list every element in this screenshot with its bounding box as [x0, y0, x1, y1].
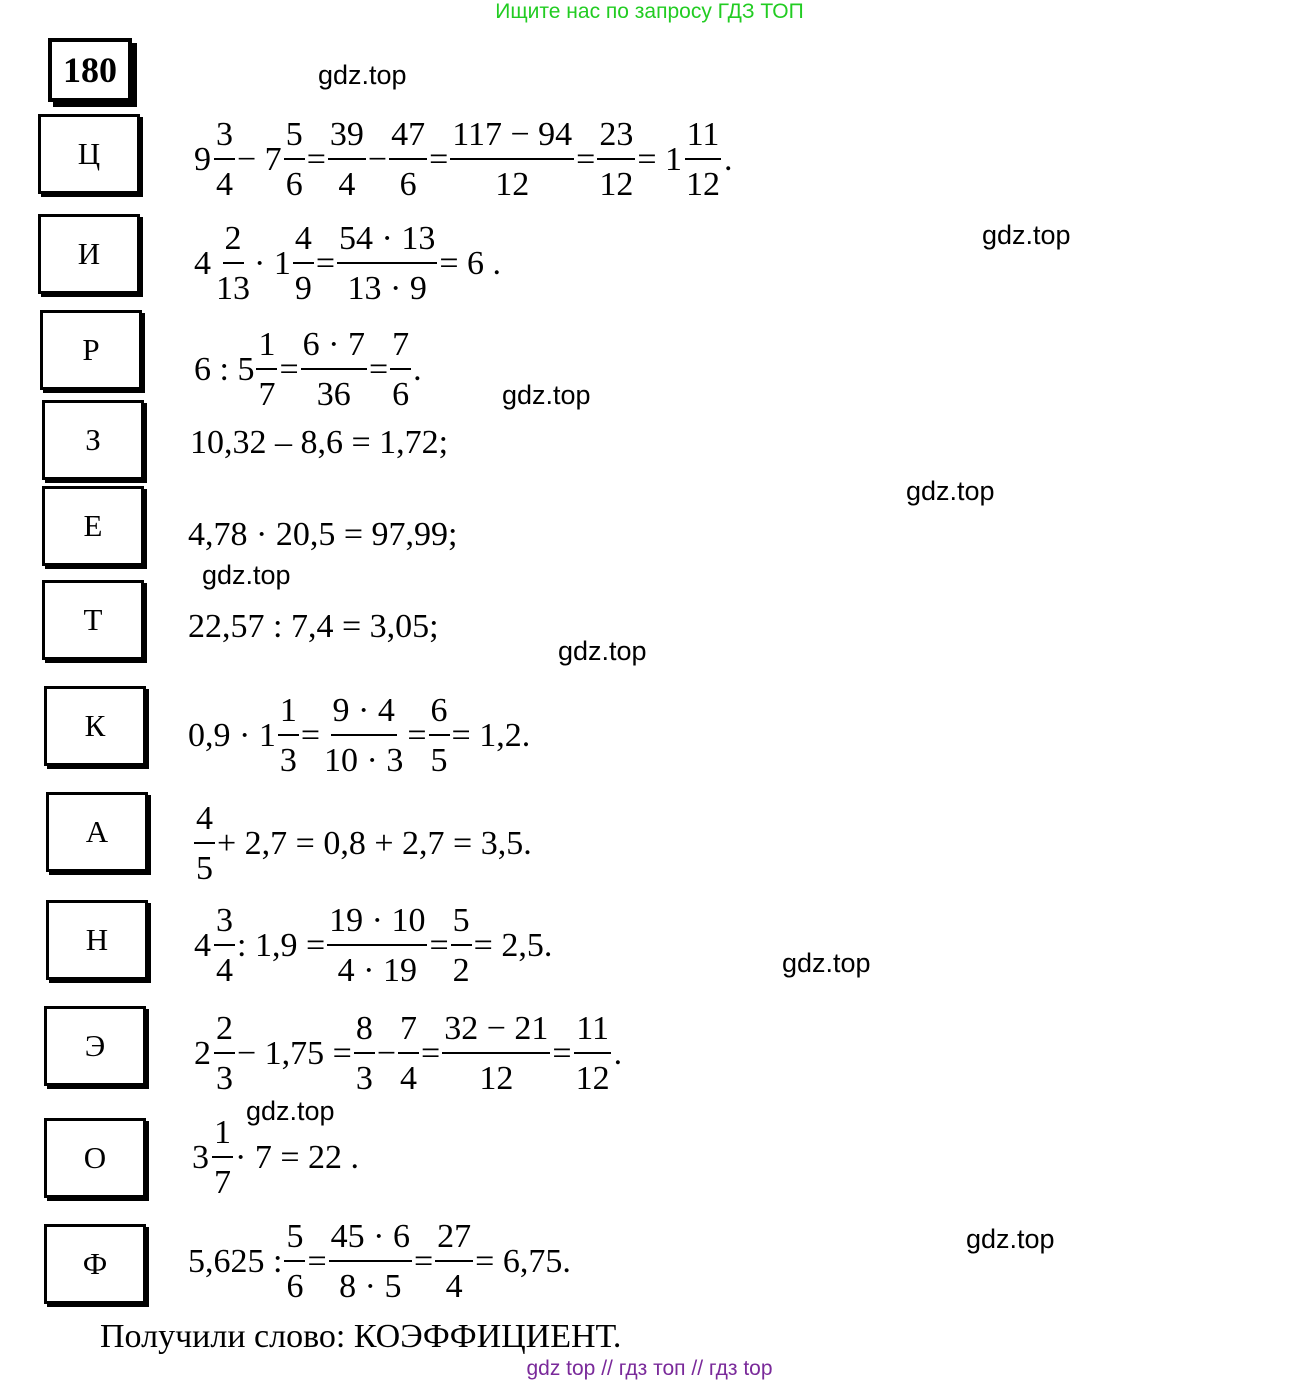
fraction: $\frac{1}{7}$	[258, 326, 276, 413]
equation-a	[192, 802, 532, 886]
watermark: gdz.top	[558, 636, 647, 666]
letter-box-r: Р	[40, 310, 142, 390]
eq-term: : 1,9 =	[237, 927, 326, 964]
watermark: gdz.top	[246, 1096, 335, 1126]
fraction: $\frac{47}{6}$	[391, 116, 426, 203]
fraction: $\frac{8}{3}$	[355, 1010, 373, 1097]
fraction: $\frac{117 - 94}{12}$	[452, 116, 573, 203]
fraction: $\frac{4}{9}$	[294, 220, 312, 307]
footer-watermark: gdz top // гдз топ // гдз top	[526, 1357, 773, 1380]
conclusion-text: Получили слово: КОЭФФИЦИЕНТ.	[100, 1318, 622, 1355]
letter-box-ts: Ц	[38, 114, 140, 194]
fraction: $\frac{2}{3}$	[216, 1010, 233, 1097]
fraction: $\frac{32 - 21}{12}$	[444, 1010, 549, 1097]
eq-term: =	[315, 245, 336, 282]
eq-term: 3	[192, 1139, 209, 1176]
fraction: $\frac{1}{7}$	[214, 1114, 231, 1201]
eq-term: −	[367, 141, 388, 178]
letter-box-t: Т	[42, 580, 144, 660]
eq-term: .	[413, 351, 422, 388]
fraction: $\frac{45 \cdot 6}{8 \cdot 5}$	[330, 1218, 410, 1305]
eq-term: 22,57 : 7,4 = 3,05;	[188, 608, 439, 645]
watermark: gdz.top	[966, 1224, 1055, 1254]
letter-box-o: О	[44, 1118, 146, 1198]
eq-term: = 6 .	[439, 245, 502, 282]
fraction: $\frac{1}{3}$	[279, 692, 297, 779]
fraction: $\frac{19 \cdot 10}{4 \cdot 19}$	[329, 902, 426, 989]
letter-box-z: З	[42, 400, 144, 480]
letter-box-e-rev: Э	[44, 1006, 146, 1086]
fraction: $\frac{5}{2}$	[452, 902, 470, 989]
letter-box-e: Е	[42, 486, 144, 566]
fraction: $\frac{6 \cdot 7}{36}$	[302, 326, 365, 413]
eq-term: =	[368, 351, 389, 388]
equation-o	[192, 1116, 359, 1200]
fraction: $\frac{23}{12}$	[599, 116, 634, 203]
eq-term: =	[429, 141, 449, 178]
fraction: $\frac{7}{6}$	[392, 326, 410, 413]
eq-term: 5,625 :	[188, 1243, 283, 1280]
eq-term: = 1	[637, 141, 683, 178]
watermark: gdz.top	[318, 60, 407, 90]
fraction: $\frac{54 \cdot 13}{13 \cdot 9}$	[339, 220, 436, 307]
equation-e-rev	[194, 1012, 622, 1096]
eq-term: =	[307, 1243, 327, 1280]
letter-box-k: К	[44, 686, 146, 766]
equation-ts	[194, 118, 733, 202]
eq-term: =	[407, 717, 427, 754]
eq-term: =	[413, 1243, 434, 1280]
fraction: $\frac{4}{5}$	[196, 800, 213, 887]
fraction: $\frac{5}{6}$	[285, 116, 303, 203]
watermark: gdz.top	[502, 380, 591, 410]
equation-i	[194, 222, 501, 306]
fraction: $\frac{3}{4}$	[216, 116, 233, 203]
fraction: $\frac{11}{12}$	[686, 116, 721, 203]
eq-term: + 2,7 = 0,8 + 2,7 = 3,5.	[217, 825, 532, 862]
equation-e	[188, 516, 457, 554]
eq-term: = 1,2.	[451, 717, 531, 754]
eq-term: =	[300, 717, 321, 754]
eq-term: =	[421, 1035, 441, 1072]
eq-term: −	[376, 1035, 397, 1072]
watermark: gdz.top	[906, 476, 995, 506]
eq-term: 0,9 · 1	[188, 717, 276, 754]
eq-term: 4	[194, 245, 211, 282]
watermark: gdz.top	[202, 560, 291, 590]
eq-term: − 7	[237, 141, 282, 178]
eq-term: 4,78 · 20,5 = 97,99;	[188, 516, 458, 553]
task-number: 180	[48, 38, 132, 102]
equation-n	[194, 904, 552, 988]
equation-k	[188, 694, 530, 778]
eq-term: = 6,75.	[475, 1243, 571, 1280]
eq-term: 10,32 – 8,6 = 1,72;	[190, 424, 449, 461]
watermark: gdz.top	[782, 948, 871, 978]
eq-term: =	[429, 927, 449, 964]
eq-term: 2	[194, 1035, 211, 1072]
eq-term: =	[306, 141, 326, 178]
fraction: $\frac{7}{4}$	[400, 1010, 418, 1097]
fraction: $\frac{27}{4}$	[437, 1218, 472, 1305]
eq-term: 4	[194, 927, 211, 964]
eq-term: =	[279, 351, 299, 388]
eq-term: · 7 = 22 .	[235, 1139, 359, 1176]
fraction: $\frac{5}{6}$	[286, 1218, 304, 1305]
eq-term: · 1	[254, 245, 291, 282]
watermark: gdz.top	[982, 220, 1071, 250]
fraction: $\frac{9 \cdot 4}{10 \cdot 3}$	[324, 692, 404, 779]
fraction: $\frac{11}{12}$	[575, 1010, 610, 1097]
letter-box-f: Ф	[44, 1224, 146, 1304]
eq-term: − 1,75 =	[237, 1035, 352, 1072]
fraction: $\frac{39}{4}$	[329, 116, 364, 203]
letter-box-a: А	[46, 792, 148, 872]
search-hint: Ищите нас по запросу ГДЗ ТОП	[495, 0, 804, 23]
eq-term: =	[552, 1035, 572, 1072]
fraction: $\frac{3}{4}$	[216, 902, 233, 989]
fraction: $\frac{6}{5}$	[430, 692, 448, 779]
equation-t	[188, 608, 439, 646]
eq-term: = 2,5.	[473, 927, 553, 964]
eq-term: .	[613, 1035, 623, 1072]
fraction: $\frac{2}{13}$	[216, 220, 250, 307]
letter-box-n: Н	[46, 900, 148, 980]
letter-box-i: И	[38, 214, 140, 294]
eq-term: =	[576, 141, 596, 178]
equation-z	[190, 424, 448, 462]
equation-f	[188, 1220, 571, 1304]
eq-term: 9	[194, 141, 211, 178]
eq-term: .	[724, 141, 733, 178]
equation-r	[194, 328, 422, 412]
eq-term: 6 : 5	[194, 351, 255, 388]
